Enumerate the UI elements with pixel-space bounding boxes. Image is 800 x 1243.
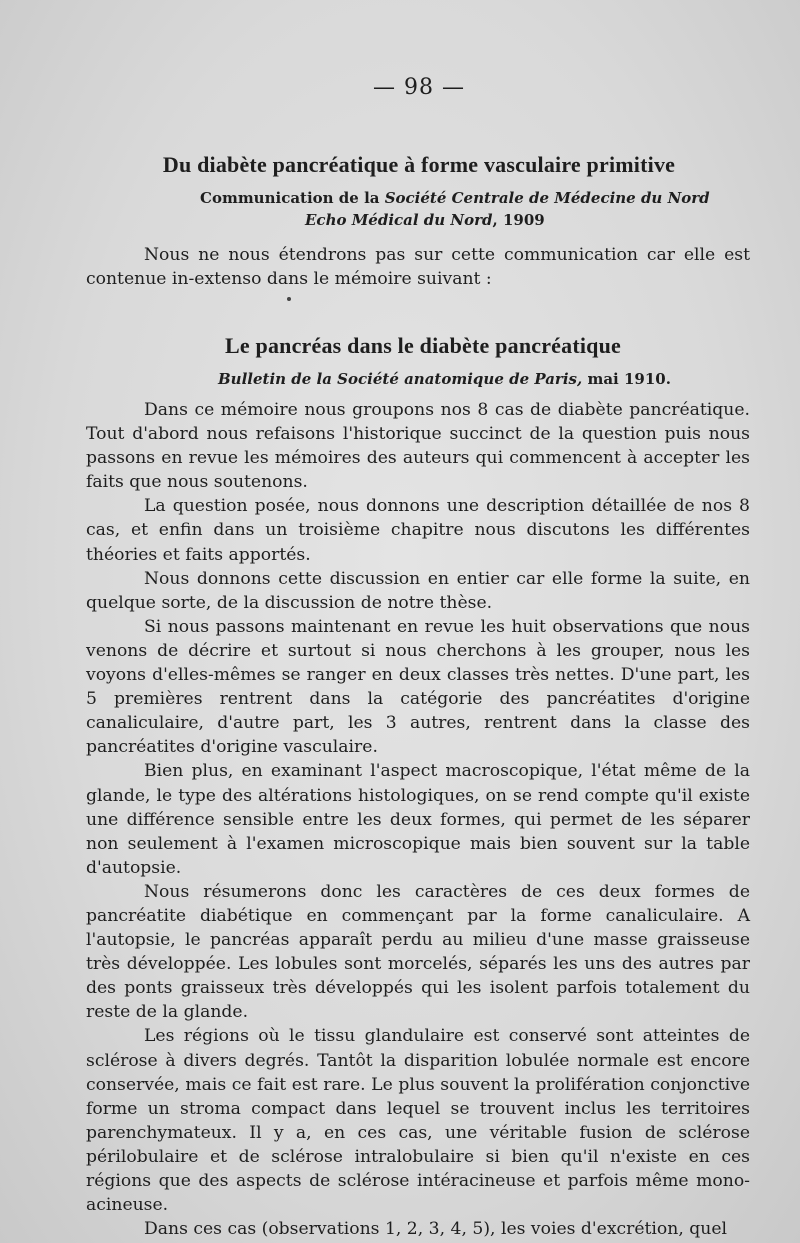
separator-dot <box>287 297 291 301</box>
paragraph: Les régions où le tissu glandulaire est conservé sont atteintes de sclérose à divers degrés. Tantôt la disparition lobulée normale est encore conservée, mais ce fait est rare. Le plus souvent la prolifération conjonctive forme un stroma compact dans lequel se trouvent inclus les territoires parenchymateux. Il y a, en ces cas, une véritable fusion de sclérose périlobulaire et de sclérose intralobulaire si bien qu'il n'existe en ces régions que des aspects de sclérose intéracineuse et parfois même mono-acineuse. <box>86 1026 750 1216</box>
page-number: — 98 — <box>373 75 465 100</box>
section-1-source-prefix: Communication de la <box>200 189 385 207</box>
section-2-body <box>86 398 750 1241</box>
paragraph: Dans ce mémoire nous groupons nos 8 cas de diabète pancréatique. Tout d'abord nous refaisons l'historique succinct de la question puis nous passons en revue les mémoires des auteurs qui commencent à accepter les faits que nous soutenons. <box>86 400 750 493</box>
section-1-title: Du diabète pancréatique à forme vasculaire primitive <box>162 152 676 177</box>
paragraph: Nous résumerons donc les caractères de ces deux formes de pancréatite diabétique en commençant par la forme canaliculaire. A l'autopsie, le pancréas apparaît perdu au milieu d'une masse graisseuse très développée. Les lobules sont morcelés, séparés les uns des autres par des ponts graisseux très développés qui les isolent parfois totalement du reste de la glande. <box>86 881 750 1023</box>
section-1-source-journal: Echo Médical du Nord <box>305 211 493 229</box>
paragraph: Bien plus, en examinant l'aspect macroscopique, l'état même de la glande, le type des altérations histologiques, on se rend compte qu'il existe une différence sensible entre les deux formes, qui permet de les séparer non seulement à l'examen microscopique mais bien souvent sur la table d'autopsie. <box>86 761 750 878</box>
section-1-source-society: Société Centrale de Médecine du Nord <box>384 189 710 207</box>
section-1-journal-line <box>305 211 545 229</box>
section-1-paragraph: Nous ne nous étendrons pas sur cette communication car elle est contenue in-extenso dans le mémoire suivant : <box>86 245 750 290</box>
paragraph: Si nous passons maintenant en revue les huit observations que nous venons de décrire et surtout si nous cherchons à les grouper, nous les voyons d'elles-mêmes se ranger en deux classes très nettes. D'une part, les 5 premières rentrent dans la catégorie des pancréatites d'origine canaliculaire, d'autre part, les 3 autres, rentrent dans la classe des pancréatites d'origine vasculaire. <box>86 616 750 758</box>
section-1-source-line <box>200 189 710 207</box>
section-1-body <box>86 243 750 291</box>
section-2-source-line <box>218 370 671 388</box>
section-2-title: Le pancréas dans le diabète pancréatique <box>224 333 622 358</box>
section-2-source-date: mai 1910. <box>582 370 671 388</box>
paragraph: Nous donnons cette discussion en entier car elle forme la suite, en quelque sorte, de la discussion de notre thèse. <box>86 568 750 613</box>
paragraph: Dans ces cas (observations 1, 2, 3, 4, 5), les voies d'excrétion, quel <box>144 1219 728 1240</box>
paragraph: La question posée, nous donnons une description détaillée de nos 8 cas, et enfin dans un troisième chapitre nous discutons les différentes théories et faits apportés. <box>86 496 750 565</box>
section-1-source-year: , 1909 <box>492 211 545 229</box>
section-2-source-journal: Bulletin de la Société anatomique de Paris, <box>218 370 583 388</box>
